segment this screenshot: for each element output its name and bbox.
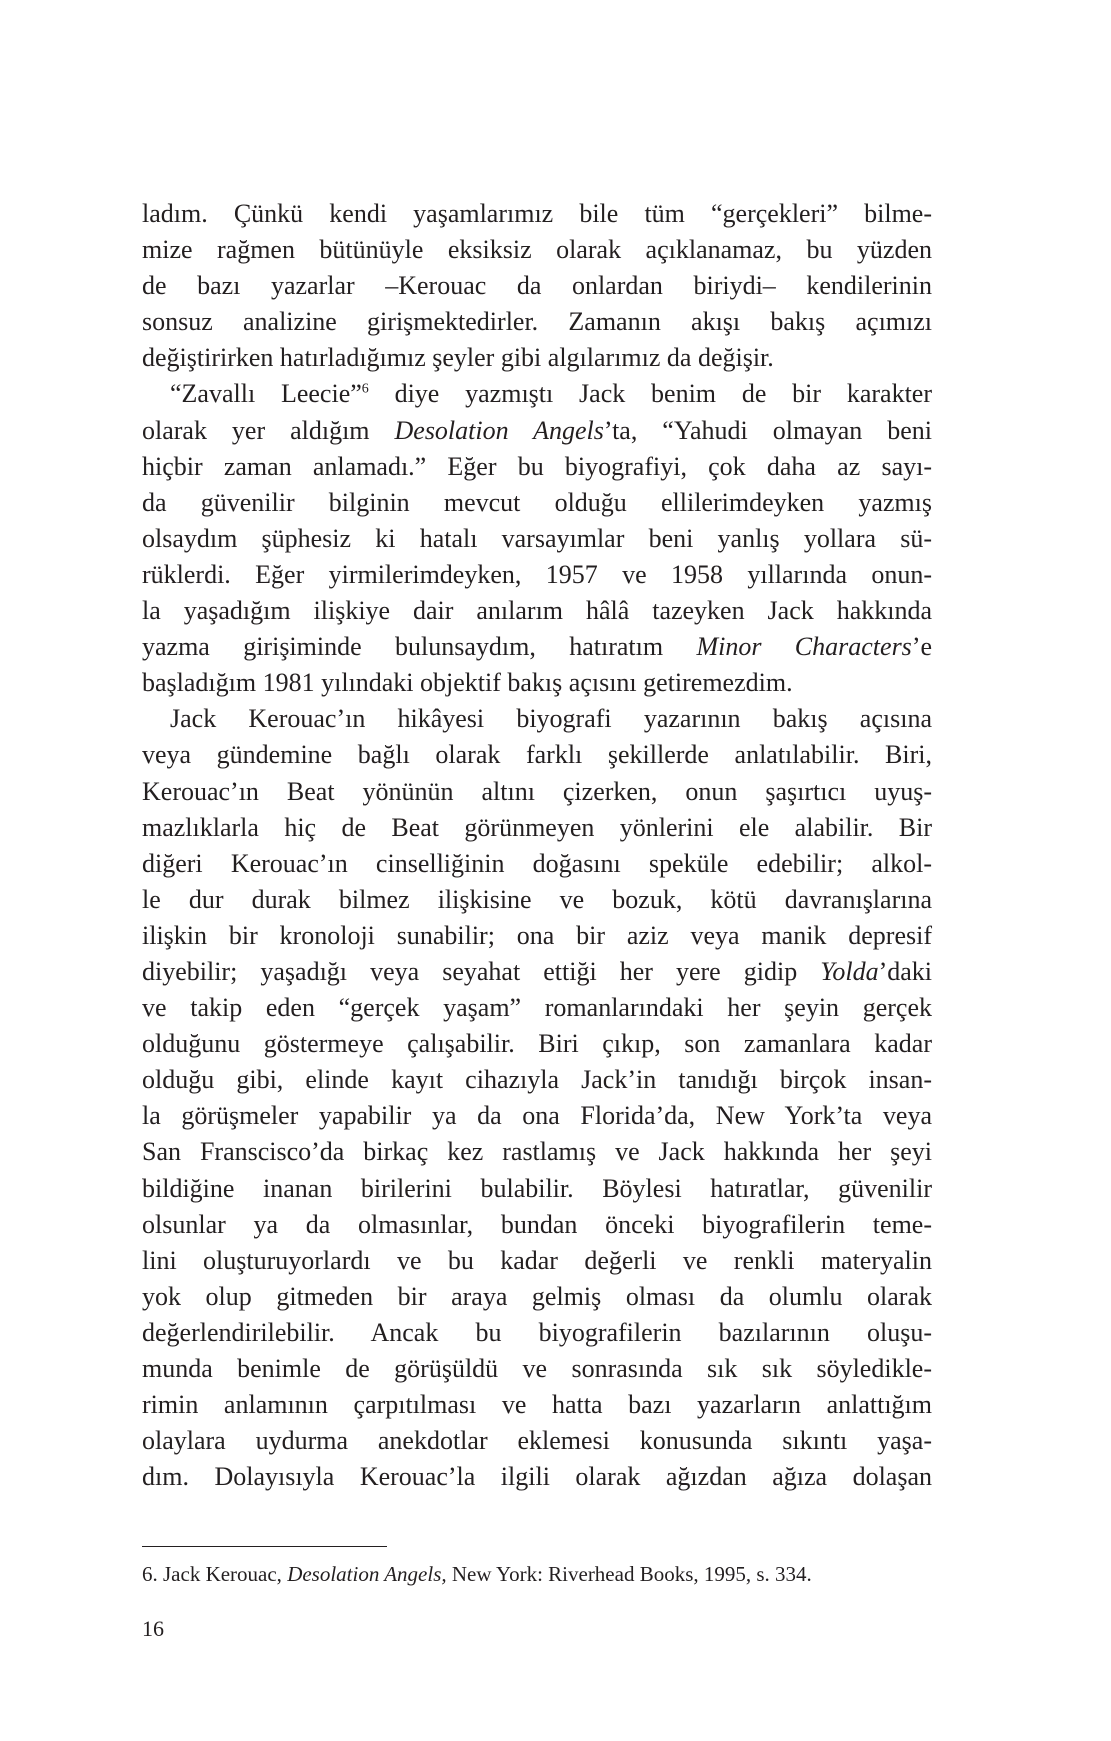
- text-segment: ladım. Çünkü kendi yaşamlarımız bile tüm “gerçekleri” bilme-: [142, 199, 932, 228]
- text-segment: olduğu gibi, elinde kayıt cihazıyla Jack’in tanıdığı birçok insan-: [142, 1065, 932, 1095]
- text-line: [142, 1134, 932, 1170]
- text-line: [142, 1459, 932, 1495]
- body-text: [142, 196, 932, 1495]
- text-segment: dım. Dolayısıyla Kerouac’la ilgili olarak ağızdan ağıza dolaşan: [142, 1462, 932, 1492]
- text-line: [142, 557, 932, 593]
- text-segment: olduğunu göstermeye çalışabilir. Biri çıkıp, son zamanlara kadar: [142, 1029, 932, 1059]
- text-segment: ’ta, “Yahudi olmayan beni: [603, 415, 932, 445]
- text-line: [142, 701, 932, 737]
- text-line: [142, 521, 932, 557]
- text-line: [142, 774, 932, 810]
- text-line: [142, 629, 932, 665]
- footnote-rule: [142, 1546, 387, 1547]
- text-segment: le dur durak bilmez ilişkisine ve bozuk, kötü davranışlarına: [142, 884, 932, 914]
- text-segment: ’daki: [878, 956, 932, 986]
- text-segment: Kerouac’ın Beat yönünün altını çizerken, onun şaşırtıcı uyuş-: [142, 776, 932, 806]
- text-line: [142, 1062, 932, 1098]
- italic-title: Yolda: [820, 956, 879, 986]
- text-segment: rüklerdi. Eğer yirmilerimdeyken, 1957 ve 1958 yıllarında onun-: [142, 559, 932, 589]
- text-line: [142, 1171, 932, 1207]
- text-line: [142, 737, 932, 773]
- text-segment: olsaydım şüphesiz ki hatalı varsayımlar beni yanlış yollara sü-: [142, 523, 932, 553]
- text-line: [142, 1026, 932, 1062]
- text-segment: diyebilir; yaşadığı veya seyahat ettiği her yere gidip: [142, 956, 821, 986]
- text-line: [142, 1243, 932, 1279]
- text-segment: New York: Riverhead Books, 1995, s. 334.: [446, 1562, 812, 1586]
- text-line: [142, 268, 932, 304]
- text-line: [142, 990, 932, 1026]
- text-line: [142, 1279, 932, 1315]
- text-line: [142, 1351, 932, 1387]
- text-segment: olarak yer aldığım: [142, 415, 395, 445]
- text-segment: yok olup gitmeden bir araya gelmiş olması da olumlu olarak: [142, 1281, 932, 1311]
- text-segment: olaylara uydurma anekdotlar eklemesi konusunda sıkıntı yaşa-: [142, 1426, 932, 1456]
- text-line: [142, 846, 932, 882]
- text-line: [142, 304, 932, 340]
- text-line: [142, 376, 932, 412]
- text-segment: la yaşadığım ilişkiye dair anılarım hâlâ tazeyken Jack hakkında: [142, 596, 932, 626]
- text-segment: ilişkin bir kronoloji sunabilir; ona bir aziz veya manik depresif: [142, 920, 932, 950]
- text-segment: başladığım 1981 yılındaki objektif bakış açısını getiremezdim.: [142, 668, 793, 698]
- italic-title: Desolation Angels: [394, 415, 604, 445]
- text-segment: San Franscisco’da birkaç kez rastlamış ve Jack hakkında her şeyi: [142, 1137, 932, 1167]
- text-line: [142, 485, 932, 521]
- italic-title: Minor Characters: [696, 632, 912, 662]
- text-segment: hiçbir zaman anlamadı.” Eğer bu biyografiyi, çok daha az sayı-: [142, 451, 932, 481]
- text-segment: de bazı yazarlar –Kerouac da onlardan biriydi– kendilerinin: [142, 271, 932, 301]
- text-line: [142, 1207, 932, 1243]
- text-segment: Jack Kerouac’ın hikâyesi biyografi yazarının bakış açısına: [170, 704, 932, 734]
- text-line: [142, 1423, 932, 1459]
- text-segment: da güvenilir bilginin mevcut olduğu ellilerimdeyken yazmış: [142, 487, 932, 517]
- text-segment: munda benimle de görüşüldü ve sonrasında sık sık söyledikle-: [142, 1354, 932, 1383]
- text-segment: 6. Jack Kerouac,: [142, 1562, 288, 1586]
- text-segment: değerlendirilebilir. Ancak bu biyografilerin bazılarının oluşu-: [142, 1317, 932, 1347]
- text-segment: veya gündemine bağlı olarak farklı şekillerde anlatılabilir. Biri,: [142, 740, 932, 770]
- text-segment: diye yazmıştı Jack benim de bir karakter: [368, 379, 932, 409]
- footnote: [142, 1560, 812, 1588]
- italic-title: Desolation Angels,: [287, 1562, 447, 1586]
- text-line: [142, 918, 932, 954]
- text-line: [142, 1315, 932, 1351]
- text-line: [142, 810, 932, 846]
- text-line: [142, 196, 932, 232]
- text-segment: bildiğine inanan birilerini bulabilir. Böylesi hatıratlar, güvenilir: [142, 1173, 932, 1203]
- text-segment: olsunlar ya da olmasınlar, bundan önceki biyografilerin teme-: [142, 1209, 932, 1239]
- text-segment: la görüşmeler yapabilir ya da ona Florida’da, New York’ta veya: [142, 1101, 932, 1131]
- text-line: [142, 449, 932, 485]
- text-segment: değiştirirken hatırladığımız şeyler gibi algılarımız da değişir.: [142, 343, 774, 373]
- text-segment: sonsuz analizine girişmektedirler. Zamanın akışı bakış açımızı: [142, 307, 932, 337]
- text-line: [142, 413, 932, 449]
- text-segment: mazlıklarla hiç de Beat görünmeyen yönlerini ele alabilir. Bir: [142, 812, 932, 842]
- text-line: [142, 593, 932, 629]
- text-segment: lini oluşturuyorlardı ve bu kadar değerli ve renkli materyalin: [142, 1245, 932, 1275]
- text-segment: rimin anlamının çarpıtılması ve hatta bazı yazarların anlattığım: [142, 1390, 932, 1420]
- text-segment: “Zavallı Leecie”: [170, 379, 362, 409]
- text-line: [142, 232, 932, 268]
- footnote-reference: 6: [361, 381, 369, 397]
- text-segment: ’e: [911, 632, 933, 662]
- text-segment: mize rağmen bütünüyle eksiksiz olarak açıklanamaz, bu yüzden: [142, 235, 932, 265]
- text-segment: ve takip eden “gerçek yaşam” romanlarındaki her şeyin gerçek: [142, 993, 932, 1023]
- text-line: [142, 882, 932, 918]
- page-number: 16: [142, 1616, 164, 1641]
- text-line: [142, 340, 932, 376]
- text-segment: yazma girişiminde bulunsaydım, hatıratım: [142, 632, 697, 662]
- text-line: [142, 1098, 932, 1134]
- text-line: [142, 665, 932, 701]
- text-segment: diğeri Kerouac’ın cinselliğinin doğasını spekülе edebilir; alkol-: [142, 848, 932, 878]
- text-line: [142, 1387, 932, 1423]
- text-line: [142, 954, 932, 990]
